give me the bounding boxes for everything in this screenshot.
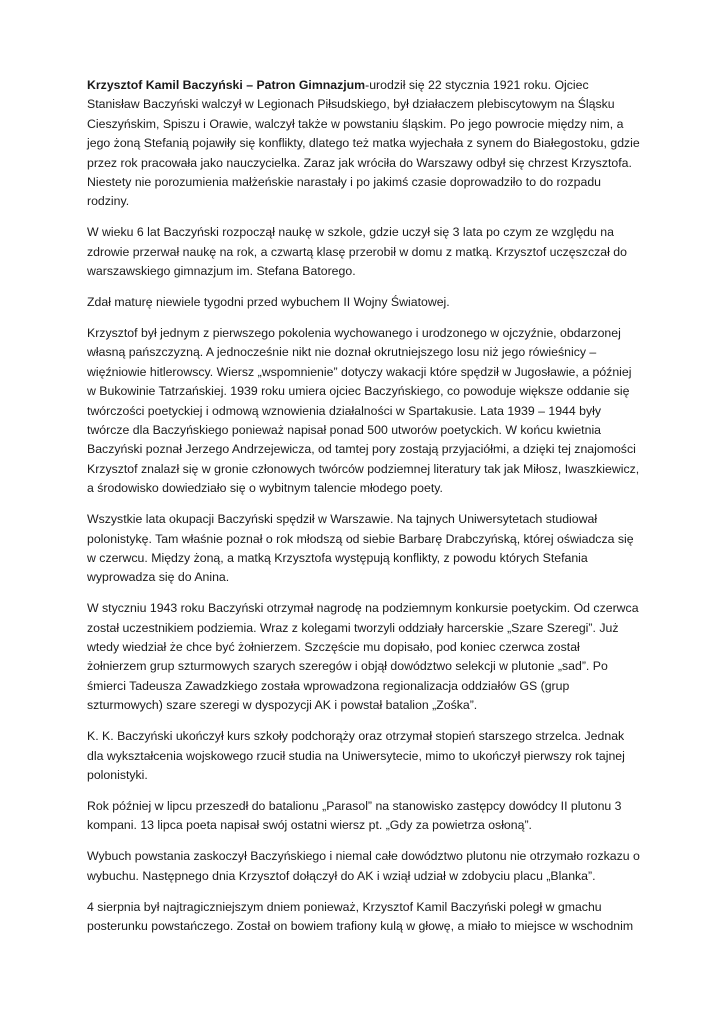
heading-title: Krzysztof Kamil Baczyński – Patron Gimnazjum bbox=[87, 78, 366, 92]
paragraph-cadet-school: K. K. Baczyński ukończył kurs szkoły podchorąży oraz otrzymał stopień starszego strzelca. Jednak dla wykształcenia wojskowego rzucił studia na Uniwersytecie, mimo to ukończył pierwszy rok tajnej polonistyki. bbox=[87, 729, 625, 782]
paragraph-uprising: Wybuch powstania zaskoczył Baczyńskiego i niemal całe dowództwo plutonu nie otrzymało rozkazu o wybuchu. Następnego dnia Krzysztof dołączył do AK i wziął udział w zdobyciu placu „Blanka”. bbox=[87, 849, 640, 883]
intro-text: -urodził się 22 stycznia 1921 roku. Ojciec Stanisław Baczyński walczył w Legionach Piłsudskiego, był działaczem plebiscytowym na Śląsku Cieszyńskim, Spiszu i Orawie, walczył także w powstaniu śląskim. Po jego powrocie między nim, a jego żoną Stefanią pojawiły się konflikty, dlatego też matka wyjechała z synem do Białegostoku, gdzie przez rok pracowała jako nauczycielka. Zaraz jak wróciła do Warszawy odbył się chrzest Krzysztofa. Niestety nie porozumienia małżeńskie narastały i po jakimś czasie doprowadziło to do rozpadu rodziny. bbox=[87, 78, 640, 209]
paragraph-occupation: Wszystkie lata okupacji Baczyński spędził w Warszawie. Na tajnych Uniwersytetach studiował polonistykę. Tam właśnie poznał o rok młodszą od siebie Barbarę Drabczyńską, której oświadcza się w czerwcu. Między żoną, a matką Krzysztofa występują konflikty, z powodu których Stefania wyprowadza się do Anina. bbox=[87, 512, 634, 585]
paragraph-death: 4 sierpnia był najtragiczniejszym dniem ponieważ, Krzysztof Kamil Baczyński poległ w gmachu posterunku powstańczego. Został on bowiem trafiony kulą w głowę, a miało to miejsce w wschodnim bbox=[87, 899, 634, 933]
paragraph-matura: Zdał maturę niewiele tygodni przed wybuchem II Wojny Światowej. bbox=[87, 295, 450, 310]
paragraph-education: W wieku 6 lat Baczyński rozpoczął naukę w szkole, gdzie uczył się 3 lata po czym ze względu na zdrowie przerwał naukę na rok, a czwartą klasę przerobił w domu z matką. Krzysztof uczęszczał do warszawskiego gimnazjum im. Stefana Batorego. bbox=[87, 225, 627, 279]
paragraph-1943: W styczniu 1943 roku Baczyński otrzymał nagrodę na podziemnym konkursie poetyckim. Od czerwca został uczestnikiem podziemia. Wraz z kolegami tworzyli oddziały harcerskie „Szare Szeregi”. Już wtedy wiedział że chce być żołnierzem. Szczęście mu dopisało, pod koniec czerwca został żołnierzem grup szturmowych szarych szeregów i objął dowództwo selekcji w plutonie „sad”. Po śmierci Tadeusza Zawadzkiego została wprowadzona regionalizacja oddziałów GS (grup szturmowych) szare szeregi w dyspozycji AK i powstał batalion „Zośka”. bbox=[87, 601, 639, 713]
paragraph-intro bbox=[87, 76, 642, 212]
paragraph-parasol: Rok później w lipcu przeszedł do batalionu „Parasol” na stanowisko zastępcy dowódcy II plutonu 3 kompani. 13 lipca poeta napisał swój ostatni wiersz pt. „Gdy za powietrza osłoną”. bbox=[87, 798, 622, 833]
document-body bbox=[87, 76, 642, 948]
paragraph-generation: Krzysztof był jednym z pierwszego pokolenia wychowanego i urodzonego w ojczyźnie, obdarzonej własną pańszczyzną. A jednocześnie nikt nie doznał okrutniejszego losu niż jego rówieśnicy – więźniowie hitlerowscy. Wiersz „wspomnienie” dotyczy wakacji które spędził w Jugosławie, a później w Bukowinie Tatrzańskiej. 1939 roku umiera ojciec Baczyńskiego, co powoduje większe oddanie się twórczości poetyckiej i odmową wznowienia działalności w Spartakusie. Lata 1939 – 1944 były twórcze dla Baczyńskiego ponieważ napisał ponad 500 utworów poetyckich. W końcu kwietnia Baczyński poznał Jerzego Andrzejewicza, od tamtej pory zostają przyjaciółmi, a dzięki tej znajomości Krzysztof znalazł się w gronie członowych twórców podziemnej literatury tak jak Miłosz, Iwaszkiewicz, a środowisko dowiedziało się o wybitnym talencie młodego poety. bbox=[87, 325, 640, 496]
